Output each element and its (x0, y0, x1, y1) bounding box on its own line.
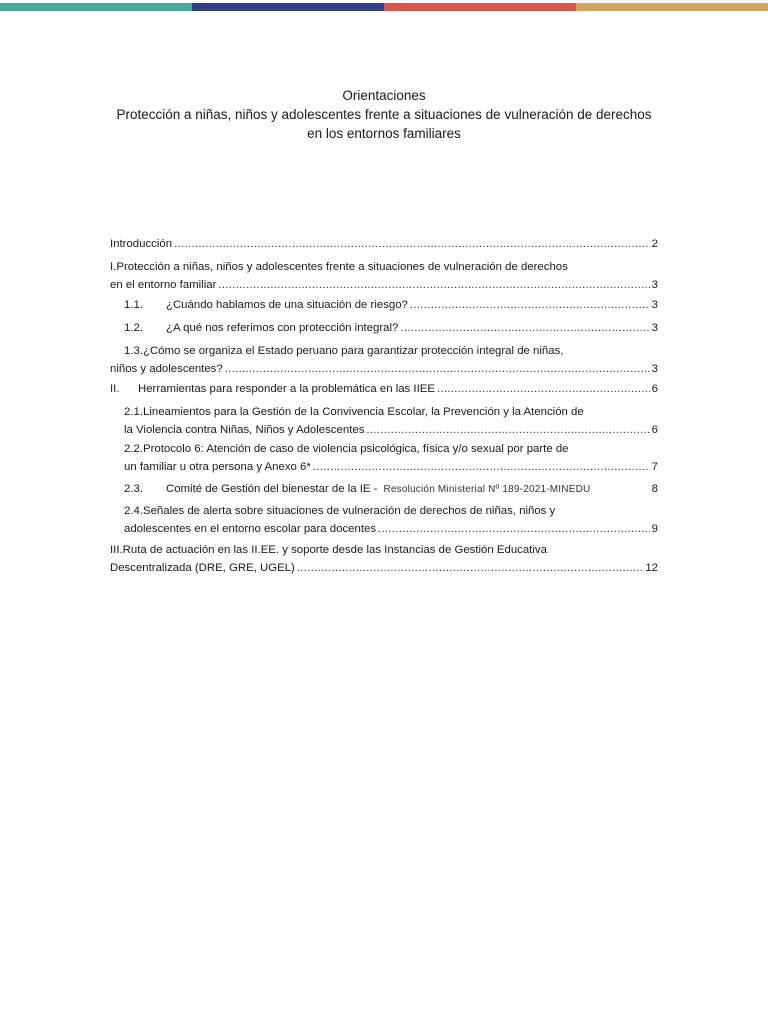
toc-entry-section-3[interactable] (110, 541, 658, 577)
toc-number: 2.1. (124, 406, 143, 418)
document-title (0, 86, 768, 143)
color-segment-red (384, 3, 576, 11)
toc-entry-2-2[interactable] (110, 440, 658, 476)
title-line-1: Orientaciones (342, 88, 426, 103)
toc-number: 2.2. (124, 443, 143, 455)
toc-entry-2-4[interactable] (110, 502, 658, 538)
toc-label: Comité de Gestión del bienestar de la IE - (166, 483, 378, 495)
dot-leader (410, 296, 650, 314)
toc-page: 7 (651, 461, 658, 473)
toc-page: 9 (651, 523, 658, 535)
toc-label-line-2: la Violencia contra Niñas, Niños y Adolescentes (124, 424, 365, 436)
toc-entry-introduccion[interactable] (110, 235, 658, 253)
toc-page: 3 (651, 299, 658, 311)
toc-label-line-1: Protocolo 6: Atención de caso de violencia psicológica, física y/o sexual por parte de (143, 443, 569, 455)
color-segment-navy (192, 3, 384, 11)
toc-label-line-2: en el entorno familiar (110, 279, 217, 291)
header-color-bar (0, 3, 768, 11)
toc-page: 8 (651, 483, 658, 495)
dot-leader (437, 380, 650, 398)
toc-page: 6 (651, 383, 658, 395)
toc-page: 3 (651, 322, 658, 334)
dot-leader (225, 360, 650, 378)
color-segment-gold (576, 3, 768, 11)
dot-leader (174, 235, 650, 253)
toc-number: II. (110, 383, 120, 395)
dot-leader (400, 319, 649, 337)
toc-entry-1-1[interactable] (124, 296, 658, 314)
toc-entry-1-3[interactable] (110, 342, 658, 378)
toc-number: 2.4. (124, 505, 143, 517)
toc-label-line-2: adolescentes en el entorno escolar para docentes (124, 523, 377, 535)
toc-label: ¿A qué nos referimos con protección integral? (166, 322, 399, 334)
toc-label-line-2: Descentralizada (DRE, GRE, UGEL) (110, 562, 295, 574)
toc-label: Introducción (110, 238, 173, 250)
toc-entry-2-1[interactable] (110, 403, 658, 439)
toc-label-line-2: un familiar u otra persona y Anexo 6* (124, 461, 311, 473)
toc-label-line-1: Lineamientos para la Gestión de la Convivencia Escolar, la Prevención y la Atención de (143, 406, 584, 418)
toc-label-line-1: Ruta de actuación en las II.EE. y soporte desde las Instancias de Gestión Educativa (122, 544, 547, 556)
toc-label: Herramientas para responder a la problemática en las IIEE (138, 383, 435, 395)
dot-leader (297, 559, 643, 577)
toc-label-line-2: niños y adolescentes? (110, 363, 223, 375)
dot-leader (313, 458, 650, 476)
title-line-2: Protección a niñas, niños y adolescentes frente a situaciones de vulneración de derechos (116, 107, 652, 122)
color-segment-teal (0, 3, 192, 11)
toc-number: I. (110, 261, 117, 273)
toc-number: III. (110, 544, 123, 556)
toc-entry-section-1[interactable] (110, 258, 658, 294)
toc-page: 3 (651, 363, 658, 375)
toc-entry-2-3[interactable] (124, 480, 658, 499)
toc-page: 6 (651, 424, 658, 436)
toc-label-line-1: Protección a niñas, niños y adolescentes frente a situaciones de vulneración de derechos (116, 261, 568, 273)
toc-page: 3 (651, 279, 658, 291)
toc-number: 1.1. (124, 299, 143, 311)
toc-label: ¿Cuándo hablamos de una situación de riesgo? (166, 299, 408, 311)
toc-label-line-1: Señales de alerta sobre situaciones de vulneración de derechos de niñas, niños y (143, 505, 556, 517)
dot-leader (366, 421, 649, 439)
toc-number: 1.2. (124, 322, 143, 334)
toc-entry-1-2[interactable] (124, 319, 658, 337)
resolution-reference: Resolución Ministerial Nº 189-2021-MINEDU (383, 484, 591, 495)
toc-number: 2.3. (124, 483, 143, 495)
toc-page: 12 (645, 562, 658, 574)
toc-page: 2 (651, 238, 658, 250)
toc-label-line-1: ¿Cómo se organiza el Estado peruano para garantizar protección integral de niñas, (143, 345, 564, 357)
title-line-3: en los entornos familiares (307, 126, 461, 141)
dot-leader (378, 520, 650, 538)
toc-entry-section-2[interactable] (110, 380, 658, 398)
toc-number: 1.3. (124, 345, 143, 357)
dot-leader (218, 276, 649, 294)
